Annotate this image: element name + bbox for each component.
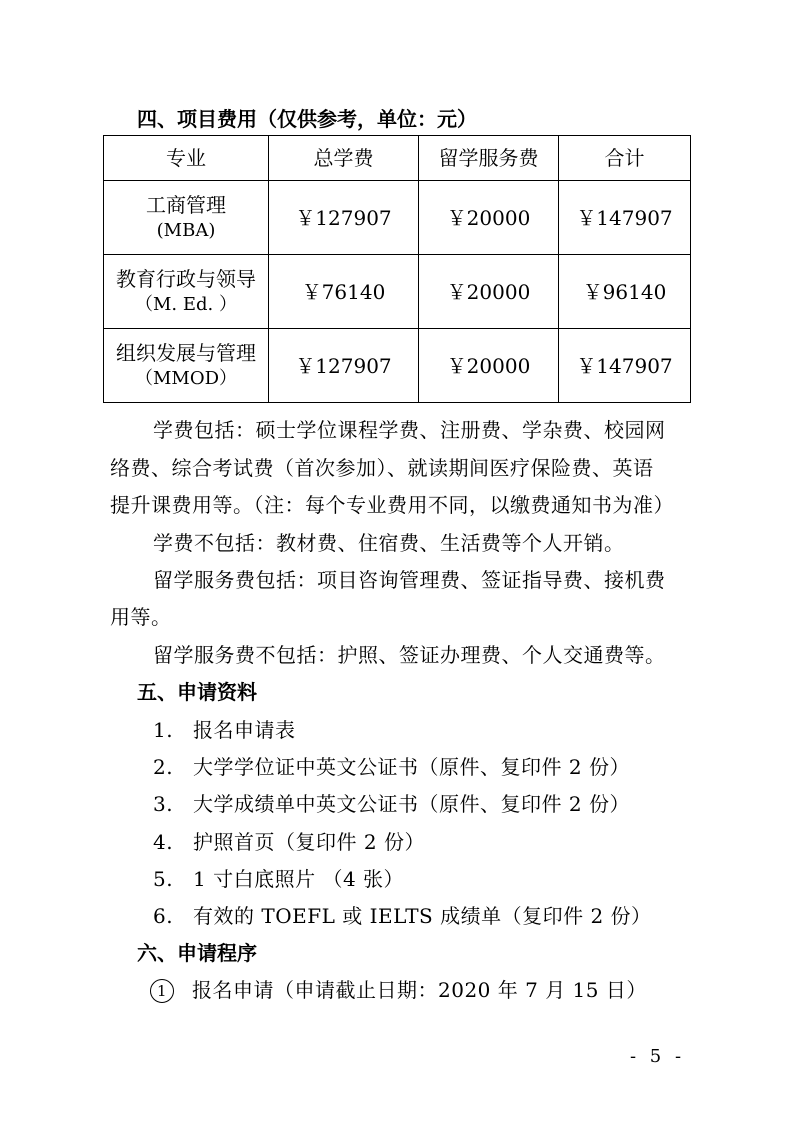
list-item-text: 大学成绩单中英文公证书（原件、复印件 2 份） <box>193 792 630 816</box>
step-number-circle: 1 <box>150 979 174 1003</box>
list-item <box>153 717 296 743</box>
major-name: 组织发展与管理 <box>116 340 256 365</box>
major-abbr: （MMOD） <box>134 367 238 389</box>
tuition-includes-line3: 提升课费用等。（注：每个专业费用不同，以缴费通知书为准） <box>110 493 674 517</box>
page-number: - 5 - <box>630 1046 686 1067</box>
section5-title: 五、申请资料 <box>137 680 257 704</box>
major-cell <box>104 255 269 329</box>
procedure-step <box>150 977 647 1003</box>
list-item-number: 6. <box>153 904 174 928</box>
list-item-number: 4. <box>153 830 174 854</box>
major-abbr: (MBA) <box>156 219 216 241</box>
tuition-includes-line1: 学费包括：硕士学位课程学费、注册费、学杂费、校园网 <box>153 418 666 442</box>
tuition-cell: ￥127907 <box>269 329 419 403</box>
tuition-includes-line2: 络费、综合考试费（首次参加）、就读期间医疗保险费、英语 <box>110 456 654 480</box>
header-service-fee: 留学服务费 <box>419 136 559 181</box>
list-item-text: 护照首页（复印件 2 份） <box>193 830 425 854</box>
tuition-excludes: 学费不包括：教材费、住宿费、生活费等个人开销。 <box>153 531 625 555</box>
total-cell: ￥96140 <box>559 255 691 329</box>
fee-table <box>103 135 691 403</box>
list-item-number: 5. <box>153 867 174 891</box>
service-fee-cell: ￥20000 <box>419 255 559 329</box>
table-row <box>104 181 691 255</box>
service-fee-includes-line2: 用等。 <box>110 605 172 629</box>
list-item-text: 1 寸白底照片 （4 张） <box>193 867 405 891</box>
list-item-number: 1. <box>153 718 174 742</box>
service-fee-cell: ￥20000 <box>419 181 559 255</box>
table-row <box>104 255 691 329</box>
list-item-text: 大学学位证中英文公证书（原件、复印件 2 份） <box>193 755 630 779</box>
list-item-number: 3. <box>153 792 174 816</box>
tuition-cell: ￥76140 <box>269 255 419 329</box>
service-fee-excludes: 留学服务费不包括：护照、签证办理费、个人交通费等。 <box>153 643 666 667</box>
header-major: 专业 <box>104 136 269 181</box>
total-cell: ￥147907 <box>559 181 691 255</box>
total-cell: ￥147907 <box>559 329 691 403</box>
list-item-number: 2. <box>153 755 174 779</box>
table-row <box>104 329 691 403</box>
list-item <box>153 866 404 892</box>
list-item <box>153 829 425 855</box>
fee-table-header-row <box>104 136 691 181</box>
major-name: 教育行政与领导 <box>116 266 256 291</box>
list-item <box>153 903 652 929</box>
major-cell <box>104 181 269 255</box>
list-item <box>153 791 630 817</box>
step-text: 报名申请（申请截止日期：2020 年 7 月 15 日） <box>192 978 647 1002</box>
section6-title: 六、申请程序 <box>137 941 257 965</box>
list-item <box>153 754 630 780</box>
header-total: 合计 <box>559 136 691 181</box>
service-fee-cell: ￥20000 <box>419 329 559 403</box>
section4-title: 四、项目费用（仅供参考，单位：元） <box>137 107 477 131</box>
tuition-cell: ￥127907 <box>269 181 419 255</box>
major-name: 工商管理 <box>146 192 226 217</box>
major-cell <box>104 329 269 403</box>
list-item-text: 有效的 TOEFL 或 IELTS 成绩单（复印件 2 份） <box>193 904 652 928</box>
service-fee-includes-line1: 留学服务费包括：项目咨询管理费、签证指导费、接机费 <box>153 568 666 592</box>
header-tuition: 总学费 <box>269 136 419 181</box>
major-abbr: （M. Ed. ） <box>135 293 237 315</box>
list-item-text: 报名申请表 <box>193 718 296 742</box>
